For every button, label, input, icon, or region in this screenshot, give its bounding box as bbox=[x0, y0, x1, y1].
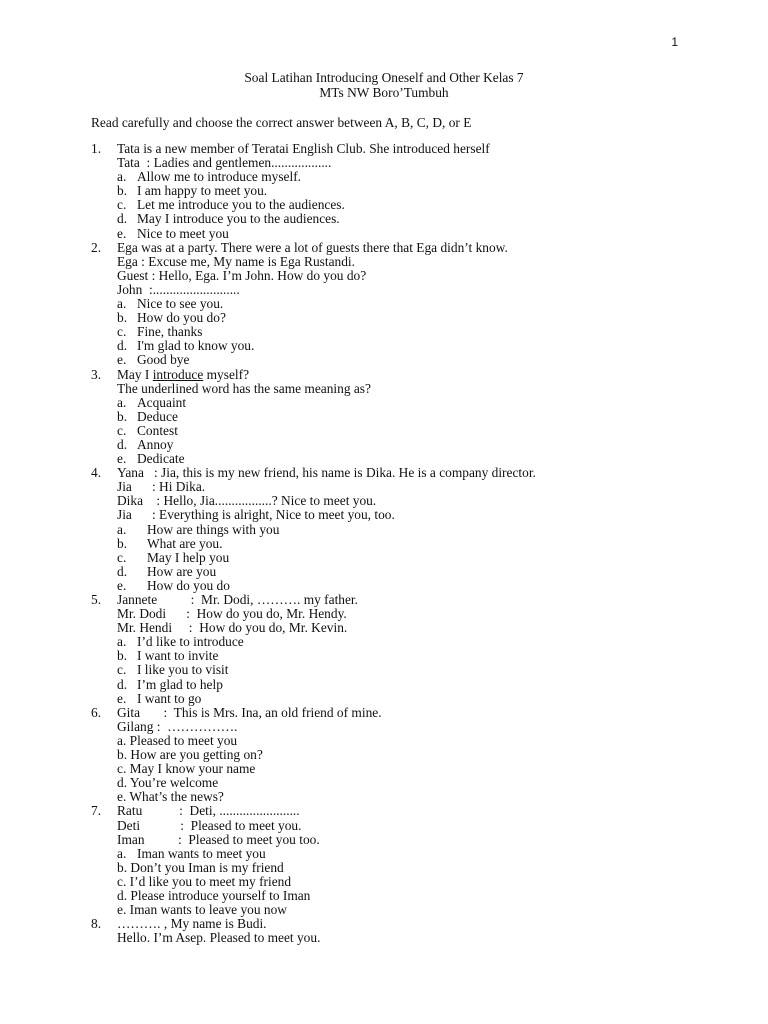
option-e bbox=[0, 452, 768, 466]
option-text: May I introduce you to the audiences. bbox=[137, 211, 340, 227]
option-d bbox=[0, 438, 768, 452]
school-name: MTs NW Boro’Tumbuh bbox=[319, 85, 449, 100]
option-letter: a. bbox=[117, 521, 127, 537]
option-c bbox=[0, 762, 768, 776]
question-3 bbox=[0, 368, 768, 467]
option-d bbox=[0, 212, 768, 226]
option-text: Iman wants to meet you bbox=[137, 845, 266, 861]
option-letter: e. bbox=[117, 352, 127, 368]
dialog-line: Hello. I’m Asep. Pleased to meet you. bbox=[117, 930, 321, 946]
option-letter: e. bbox=[117, 225, 127, 241]
question-6 bbox=[0, 706, 768, 805]
question-prompt-end: myself? bbox=[203, 366, 250, 382]
option-a bbox=[0, 635, 768, 649]
option-letter: a. bbox=[117, 296, 127, 312]
dialog-line: Jia : Hi Dika. bbox=[117, 479, 206, 495]
option-letter: d. bbox=[117, 211, 128, 227]
option-text: I’m glad to help bbox=[137, 676, 223, 692]
option-text: Don’t you Iman is my friend bbox=[130, 859, 284, 875]
dialog-line: John :.......................... bbox=[117, 281, 240, 297]
option-letter: b. bbox=[117, 183, 128, 199]
option-letter: d. bbox=[117, 775, 128, 791]
option-text: How do you do? bbox=[137, 310, 226, 326]
question-number: 7. bbox=[91, 803, 102, 819]
option-text: Iman wants to leave you now bbox=[129, 902, 287, 918]
dialog-line: Gilang : ……………. bbox=[117, 718, 238, 734]
option-b bbox=[0, 649, 768, 663]
option-text: How are things with you bbox=[147, 521, 280, 537]
option-b bbox=[0, 748, 768, 762]
option-b bbox=[0, 410, 768, 424]
option-e bbox=[0, 903, 768, 917]
option-b bbox=[0, 861, 768, 875]
dialog-line: Jannete : Mr. Dodi, ………. my father. bbox=[117, 592, 358, 607]
dialog-line: Ratu : Deti, ........................ bbox=[117, 803, 300, 819]
option-a bbox=[0, 523, 768, 537]
option-text: Nice to meet you bbox=[137, 225, 229, 241]
question-number: 2. bbox=[91, 239, 102, 255]
option-letter: c. bbox=[117, 422, 127, 438]
option-letter: d. bbox=[117, 563, 128, 579]
document-header bbox=[0, 70, 768, 100]
option-letter: b. bbox=[117, 310, 128, 326]
question-number: 4. bbox=[91, 465, 102, 481]
option-b bbox=[0, 184, 768, 198]
dialog-line: Dika : Hello, Jia.................? Nice to meet you. bbox=[117, 493, 377, 509]
option-text: I want to invite bbox=[137, 648, 219, 664]
dialog-line: Tata : Ladies and gentlemen.................. bbox=[117, 155, 332, 171]
option-letter: a. bbox=[117, 845, 127, 861]
option-d bbox=[0, 678, 768, 692]
option-text: You’re welcome bbox=[129, 775, 219, 791]
option-text: I am happy to meet you. bbox=[137, 183, 268, 199]
option-a bbox=[0, 170, 768, 184]
dialog-line: Mr. Dodi : How do you do, Mr. Hendy. bbox=[117, 606, 347, 622]
option-text: How are you getting on? bbox=[130, 747, 263, 763]
option-text: Deduce bbox=[137, 408, 178, 424]
option-c bbox=[0, 551, 768, 565]
option-e bbox=[0, 579, 768, 593]
option-text: How are you bbox=[147, 563, 217, 579]
question-2 bbox=[0, 241, 768, 368]
option-letter: e. bbox=[117, 902, 127, 918]
option-letter: e. bbox=[117, 577, 127, 593]
option-a bbox=[0, 734, 768, 748]
dialog-line: Guest : Hello, Ega. I’m John. How do you do? bbox=[117, 267, 367, 283]
option-text: Annoy bbox=[137, 436, 174, 452]
dialog-line: ………. , My name is Budi. bbox=[117, 916, 267, 932]
option-d bbox=[0, 565, 768, 579]
option-text: How do you do bbox=[147, 577, 230, 593]
dialog-line: Deti : Pleased to meet you. bbox=[117, 817, 302, 833]
option-b bbox=[0, 537, 768, 551]
option-e bbox=[0, 227, 768, 241]
question-prompt-start: May I bbox=[117, 366, 153, 382]
option-text: Please introduce yourself to Iman bbox=[130, 887, 311, 903]
option-b bbox=[0, 311, 768, 325]
option-letter: c. bbox=[117, 873, 127, 889]
question-8 bbox=[0, 917, 768, 945]
option-c bbox=[0, 325, 768, 339]
option-letter: c. bbox=[117, 761, 127, 777]
option-text: Pleased to meet you bbox=[129, 732, 238, 748]
option-letter: e. bbox=[117, 789, 127, 805]
option-d bbox=[0, 776, 768, 790]
option-text: I’d like you to meet my friend bbox=[129, 873, 292, 889]
option-text: Good bye bbox=[137, 352, 190, 368]
option-letter: e. bbox=[117, 451, 127, 467]
question-4 bbox=[0, 466, 768, 593]
option-text: May I know your name bbox=[129, 761, 256, 777]
dialog-line: Jia : Everything is alright, Nice to meet you, too. bbox=[117, 507, 395, 523]
option-e bbox=[0, 692, 768, 706]
question-number: 6. bbox=[91, 704, 102, 720]
option-text: May I help you bbox=[147, 549, 230, 565]
option-letter: a. bbox=[117, 394, 127, 410]
option-text: Allow me to introduce myself. bbox=[137, 169, 302, 185]
question-7 bbox=[0, 804, 768, 917]
dialog-line: Yana : Jia, this is my new friend, his name is Dika. He is a company director. bbox=[117, 465, 536, 481]
option-letter: d. bbox=[117, 436, 128, 452]
option-c bbox=[0, 198, 768, 212]
instruction-text: Read carefully and choose the correct answer between A, B, C, D, or E bbox=[91, 115, 472, 130]
question-number: 1. bbox=[91, 141, 102, 156]
option-e bbox=[0, 790, 768, 804]
option-letter: d. bbox=[117, 338, 128, 354]
option-a bbox=[0, 297, 768, 311]
question-prompt: Ega was at a party. There were a lot of guests there that Ega didn’t know. bbox=[117, 239, 508, 255]
option-e bbox=[0, 353, 768, 367]
option-text: Acquaint bbox=[137, 394, 187, 410]
document-title: Soal Latihan Introducing Oneself and Other Kelas 7 bbox=[244, 70, 524, 85]
option-letter: c. bbox=[117, 662, 127, 678]
option-text: What are you. bbox=[147, 535, 223, 551]
option-text: I like you to visit bbox=[137, 662, 229, 678]
option-letter: a. bbox=[117, 732, 127, 748]
question-5 bbox=[0, 593, 768, 706]
option-d bbox=[0, 889, 768, 903]
option-letter: d. bbox=[117, 676, 128, 692]
option-letter: b. bbox=[117, 859, 128, 875]
option-letter: b. bbox=[117, 535, 128, 551]
option-c bbox=[0, 875, 768, 889]
option-letter: a. bbox=[117, 634, 127, 650]
question-number: 8. bbox=[91, 916, 102, 932]
dialog-line: Mr. Hendi : How do you do, Mr. Kevin. bbox=[117, 620, 348, 636]
option-c bbox=[0, 663, 768, 677]
option-letter: b. bbox=[117, 747, 128, 763]
option-letter: c. bbox=[117, 197, 127, 213]
option-d bbox=[0, 339, 768, 353]
question-list bbox=[0, 142, 768, 945]
underlined-word: introduce bbox=[152, 366, 204, 382]
dialog-line: Iman : Pleased to meet you too. bbox=[117, 831, 320, 847]
option-text: I'm glad to know you. bbox=[137, 338, 255, 354]
option-text: Dedicate bbox=[137, 451, 185, 467]
page-number: 1 bbox=[671, 35, 678, 49]
option-letter: a. bbox=[117, 169, 127, 185]
option-letter: d. bbox=[117, 887, 128, 903]
option-a bbox=[0, 396, 768, 410]
question-prompt: Tata is a new member of Teratai English Club. She introduced herself bbox=[117, 141, 490, 156]
question-number: 5. bbox=[91, 592, 102, 607]
option-letter: c. bbox=[117, 549, 127, 565]
option-text: Contest bbox=[137, 422, 178, 438]
option-text: Nice to see you. bbox=[137, 296, 224, 312]
option-text: Fine, thanks bbox=[137, 324, 203, 340]
option-text: Let me introduce you to the audiences. bbox=[137, 197, 345, 213]
dialog-line: Gita : This is Mrs. Ina, an old friend of mine. bbox=[117, 704, 382, 720]
option-text: I want to go bbox=[137, 690, 202, 706]
question-1 bbox=[0, 142, 768, 241]
option-letter: b. bbox=[117, 408, 128, 424]
option-text: What’s the news? bbox=[129, 789, 224, 805]
option-a bbox=[0, 847, 768, 861]
option-letter: c. bbox=[117, 324, 127, 340]
dialog-line: Ega : Excuse me, My name is Ega Rustandi. bbox=[117, 253, 356, 269]
option-text: I’d like to introduce bbox=[137, 634, 244, 650]
option-letter: e. bbox=[117, 690, 127, 706]
question-prompt: The underlined word has the same meaning as? bbox=[117, 380, 371, 396]
option-c bbox=[0, 424, 768, 438]
option-letter: b. bbox=[117, 648, 128, 664]
question-number: 3. bbox=[91, 366, 102, 382]
